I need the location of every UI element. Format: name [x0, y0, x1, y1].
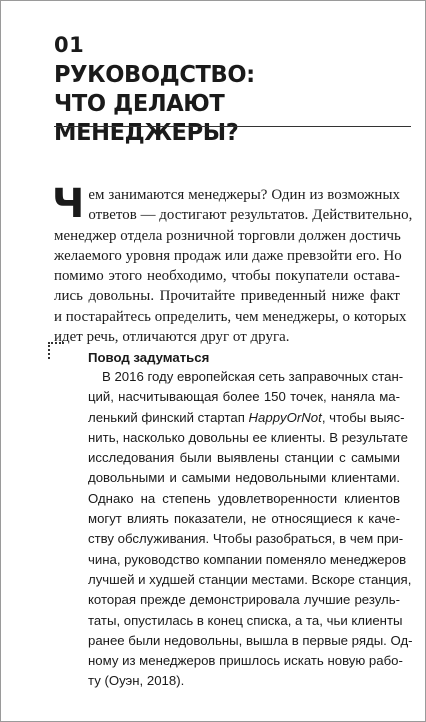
sidebar-line: лучшей и худшей станции местами. Вскоре станция,	[88, 571, 412, 587]
intro-line: ем занимаются менеджеры? Один из возможных	[88, 187, 400, 203]
intro-line: менеджер отдела розничной торговли должен достичь	[54, 227, 401, 244]
sidebar-line: нить, насколько довольны ее клиенты. В результате	[88, 429, 408, 445]
sidebar-text: ленький финский стартап	[88, 409, 249, 425]
sidebar-line: довольными и самыми недовольными клиентами.	[88, 470, 400, 486]
intro-line: и постарайтесь определить, чем менеджеры, о которых	[54, 308, 407, 325]
sidebar-line: ций, насчитывающая более 150 точек, наняла ма-	[88, 389, 400, 405]
intro-line: идет речь, отличаются друг от друга.	[54, 329, 290, 346]
sidebar-body	[88, 367, 413, 692]
sidebar-line: ному из менеджеров пришлось искать новую рабо-	[88, 653, 403, 669]
sidebar-line: ранее были недовольны, вышла в первые ряды. Од-	[88, 632, 413, 648]
chapter-number: 01	[54, 33, 85, 57]
startup-name: HappyOrNot	[248, 409, 322, 425]
sidebar-line: В 2016 году европейская сеть заправочных стан-	[102, 369, 404, 384]
sidebar-line: ту (Оуэн, 2018).	[88, 673, 185, 689]
intro-paragraph	[52, 181, 413, 347]
intro-line: лись довольны. Прочитайте приведенный ниже факт	[54, 288, 400, 305]
title-divider	[54, 126, 411, 127]
sidebar-line: таты, опустилась в конец списка, а та, чьи клиенты	[88, 612, 403, 628]
sidebar-line: Однако на степень удовлетворенности клиентов	[88, 490, 400, 506]
sidebar-title: Повод задуматься	[88, 350, 210, 365]
sidebar-line: которая прежде демонстрировала лучшие резуль-	[88, 592, 400, 608]
sidebar-line: чина, руководство компании поменяло менеджеров	[88, 551, 407, 567]
intro-line: ответов — достигают результатов. Действительно,	[88, 207, 413, 224]
intro-line: помимо этого необходимо, чтобы покупатели оставa-	[54, 268, 400, 285]
sidebar-line	[88, 408, 405, 428]
sidebar-line: исследования были выявлены станции с самыми	[88, 450, 400, 466]
sidebar-text: , чтобы выяс-	[321, 409, 405, 425]
chapter-title-line-1: РУКОВОДСТВО:	[54, 60, 255, 88]
sidebar-corner-mark	[48, 342, 64, 359]
chapter-title	[54, 60, 400, 147]
drop-cap: Ч	[52, 181, 85, 227]
intro-line: желаемого уровня продаж или даже превзойти его. Но	[54, 247, 402, 264]
sidebar-line: могут влиять показатели, не относящиеся к каче-	[88, 511, 400, 527]
sidebar-line: ству обслуживания. Чтобы разобраться, в чем при-	[88, 531, 404, 547]
chapter-title-line-2: ЧТО ДЕЛАЮТ МЕНЕДЖЕРЫ?	[54, 89, 239, 146]
